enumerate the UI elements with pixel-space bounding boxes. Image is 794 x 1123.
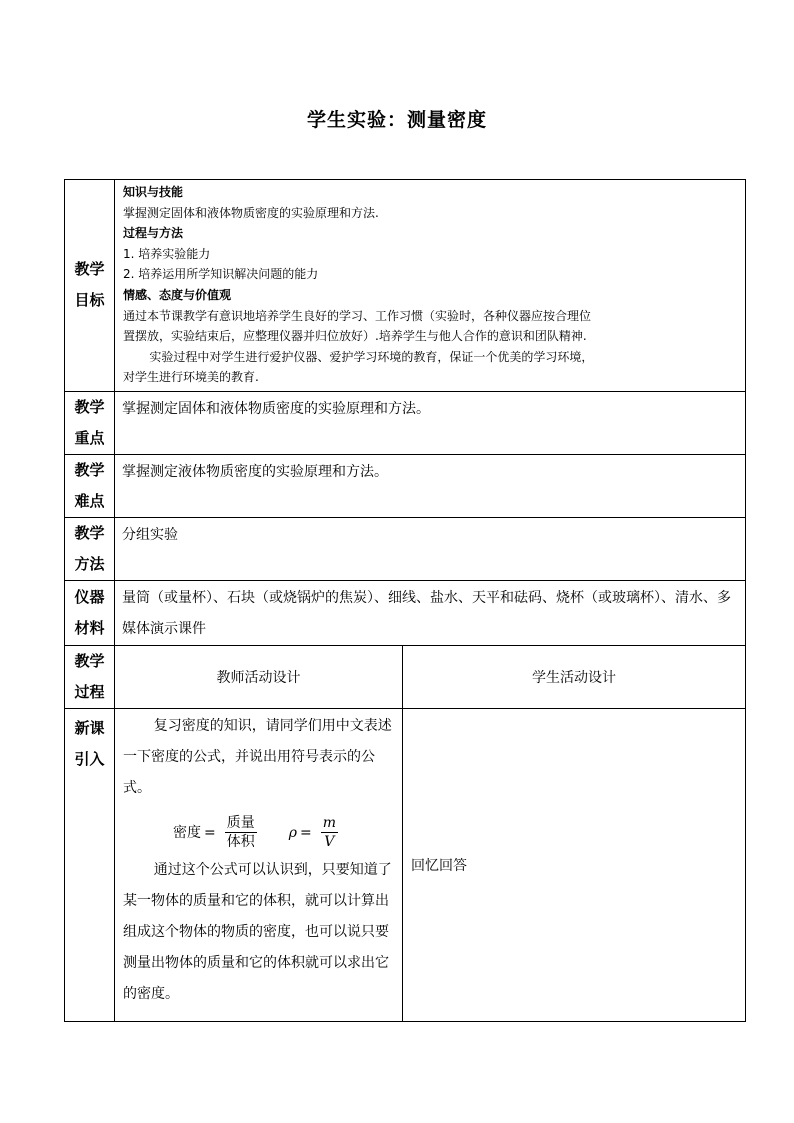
- teacher-activity-content: [115, 708, 403, 1021]
- process-heading: 过程与方法: [123, 226, 184, 241]
- page-title: 学生实验：测量密度: [306, 109, 487, 131]
- formula-m: m: [321, 814, 338, 833]
- intro-paragraph: 通过这个公式可以认识到，只要知道了某一物体的质量和它的体积，就可以计算出组成这个物体的物质的密度，也可以说只要测量出物体的质量和它的体积就可以求出它的密度。: [123, 862, 392, 1003]
- formula-fraction: [225, 814, 257, 851]
- difficulties-text: 掌握测定液体物质密度的实验原理和方法。: [115, 454, 746, 517]
- teacher-activity-header: 教师活动设计: [115, 645, 403, 708]
- formula-numerator: 质量: [225, 814, 257, 833]
- row-teaching-goals: [65, 180, 746, 392]
- formula-v: V: [324, 834, 335, 851]
- lesson-plan-table: [64, 179, 746, 1022]
- student-activity-content: 回忆回答: [403, 708, 746, 1021]
- label-difficulties: 教学 难点: [65, 454, 115, 517]
- row-process-header: [65, 645, 746, 708]
- row-key-points: [65, 391, 746, 454]
- emotion-heading: 情感、态度与价值观: [123, 287, 232, 302]
- student-activity-header: 学生活动设计: [403, 645, 746, 708]
- row-intro: [65, 708, 746, 1021]
- formula-lhs: 密度: [173, 824, 201, 841]
- key-points-text: 掌握测定固体和液体物质密度的实验原理和方法。: [115, 391, 746, 454]
- label-intro: 新课 引入: [65, 708, 115, 1021]
- materials-text: 量筒（或量杯）、石块（或烧锅炉的焦炭）、细线、盐水、天平和砝码、烧杯（或玻璃杯）、清水、多媒体演示课件: [115, 580, 746, 645]
- density-formula: [123, 814, 394, 851]
- label-method: 教学 方法: [65, 517, 115, 580]
- formula-rho: ρ: [288, 824, 297, 841]
- row-materials: [65, 580, 746, 645]
- formula-denominator: 体积: [226, 834, 255, 851]
- row-difficulties: [65, 454, 746, 517]
- emotion-text: 通过本节课教学有意识地培养学生良好的学习、工作习惯（实验时，各种仪器应按合理位: [123, 308, 592, 323]
- teaching-goals-content: [115, 180, 746, 392]
- process-item: 2. 培养运用所学知识解决问题的能力: [123, 267, 319, 282]
- method-text: 分组实验: [115, 517, 746, 580]
- process-item: 1. 培养实验能力: [123, 246, 211, 261]
- knowledge-heading: 知识与技能: [123, 185, 184, 199]
- intro-paragraph: 复习密度的知识，请同学们用中文表述一下密度的公式，并说出用符号表示的公式。: [123, 717, 392, 796]
- formula-symbolic-fraction: [321, 814, 338, 851]
- emotion-text: 置摆放，实验结束后，应整理仪器并归位放好）.培养学生与他人合作的意识和团队精神.: [123, 329, 587, 344]
- emotion-text: 对学生进行环境美的教育.: [123, 370, 259, 385]
- label-process: 教学 过程: [65, 645, 115, 708]
- label-teaching-goals: 教学 目标: [65, 180, 115, 392]
- row-method: [65, 517, 746, 580]
- label-key-points: 教学 重点: [65, 391, 115, 454]
- knowledge-text: 掌握测定固体和液体物质密度的实验原理和方法.: [123, 205, 379, 220]
- formula-equals-symbolic: =: [299, 824, 312, 841]
- emotion-text: 实验过程中对学生进行爱护仪器、爱护学习环境的教育，保证一个优美的学习环境，: [149, 349, 594, 364]
- label-materials: 仪器 材料: [65, 580, 115, 645]
- formula-equals: =: [204, 824, 216, 841]
